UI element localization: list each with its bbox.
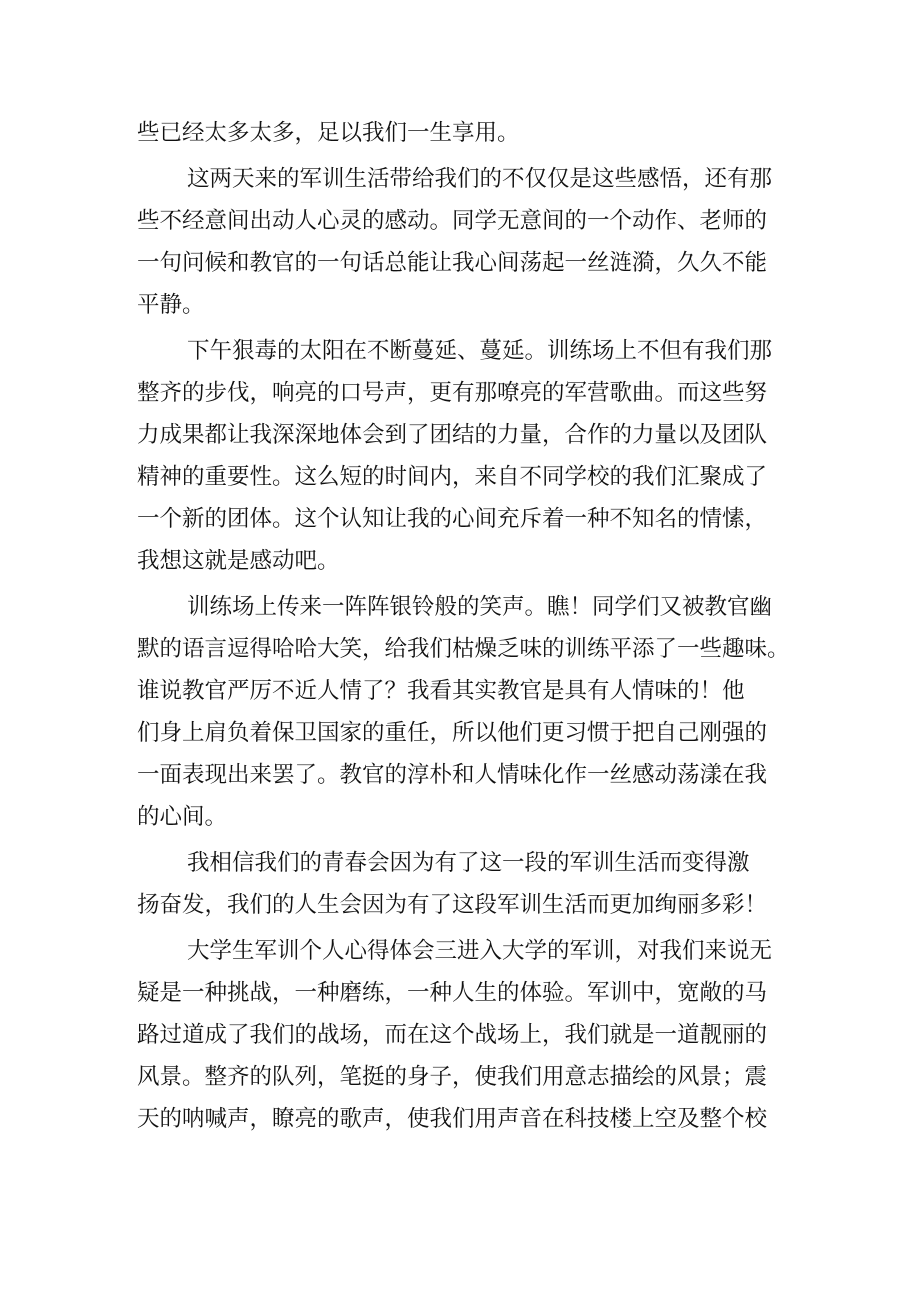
paragraph-start-line: 训练场上传来一阵阵银铃般的笑声。瞧！同学们又被教官幽	[187, 594, 773, 620]
text-line: 力成果都让我深深地体会到了团结的力量，合作的力量以及团队	[137, 422, 768, 448]
body-text	[137, 112, 797, 1140]
text-line: 扬奋发，我们的人生会因为有了这段军训生活而更加绚丽多彩！	[137, 892, 768, 918]
text-line: 些已经太多太多，足以我们一生享用。	[137, 120, 520, 146]
text-line: 们身上肩负着保卫国家的重任，所以他们更习惯于把自己刚强的	[137, 720, 768, 746]
text-line: 风景。整齐的队列，笔挺的身子，使我们用意志描绘的风景；震	[137, 1064, 768, 1090]
paragraph-start-line: 这两天来的军训生活带给我们的不仅仅是这些感悟，还有那	[187, 166, 773, 192]
text-line: 一句问候和教官的一句话总能让我心间荡起一丝涟漪，久久不能	[137, 250, 768, 276]
text-line: 的心间。	[137, 804, 228, 830]
text-line: 路过道成了我们的战场，而在这个战场上，我们就是一道靓丽的	[137, 1022, 768, 1048]
paragraph-start-line: 我相信我们的青春会因为有了这一段的军训生活而变得激	[187, 850, 750, 876]
text-line: 我想这就是感动吧。	[137, 548, 340, 574]
text-line: 平静。	[137, 292, 205, 318]
text-line: 些不经意间出动人心灵的感动。同学无意间的一个动作、老师的	[137, 208, 768, 234]
text-line: 一面表现出来罢了。教官的淳朴和人情味化作一丝感动荡漾在我	[137, 762, 768, 788]
paragraph-start-line: 下午狠毒的太阳在不断蔓延、蔓延。训练场上不但有我们那	[187, 338, 773, 364]
text-line: 天的呐喊声，瞭亮的歌声，使我们用声音在科技楼上空及整个校	[137, 1106, 768, 1132]
text-line: 疑是一种挑战，一种磨练，一种人生的体验。军训中，宽敞的马	[137, 980, 768, 1006]
text-line: 整齐的步伐，响亮的口号声，更有那嘹亮的军营歌曲。而这些努	[137, 380, 768, 406]
text-line: 谁说教官严厉不近人情了？我看其实教官是具有人情味的！他	[137, 678, 745, 704]
text-line: 精神的重要性。这么短的时间内，来自不同学校的我们汇聚成了	[137, 464, 768, 490]
paragraph-start-line: 大学生军训个人心得体会三进入大学的军训，对我们来说无	[187, 938, 773, 964]
text-line: 默的语言逗得哈哈大笑，给我们枯燥乏味的训练平添了一些趣味。	[137, 636, 790, 662]
text-line: 一个新的团体。这个认知让我的心间充斥着一种不知名的情愫，	[137, 506, 768, 532]
